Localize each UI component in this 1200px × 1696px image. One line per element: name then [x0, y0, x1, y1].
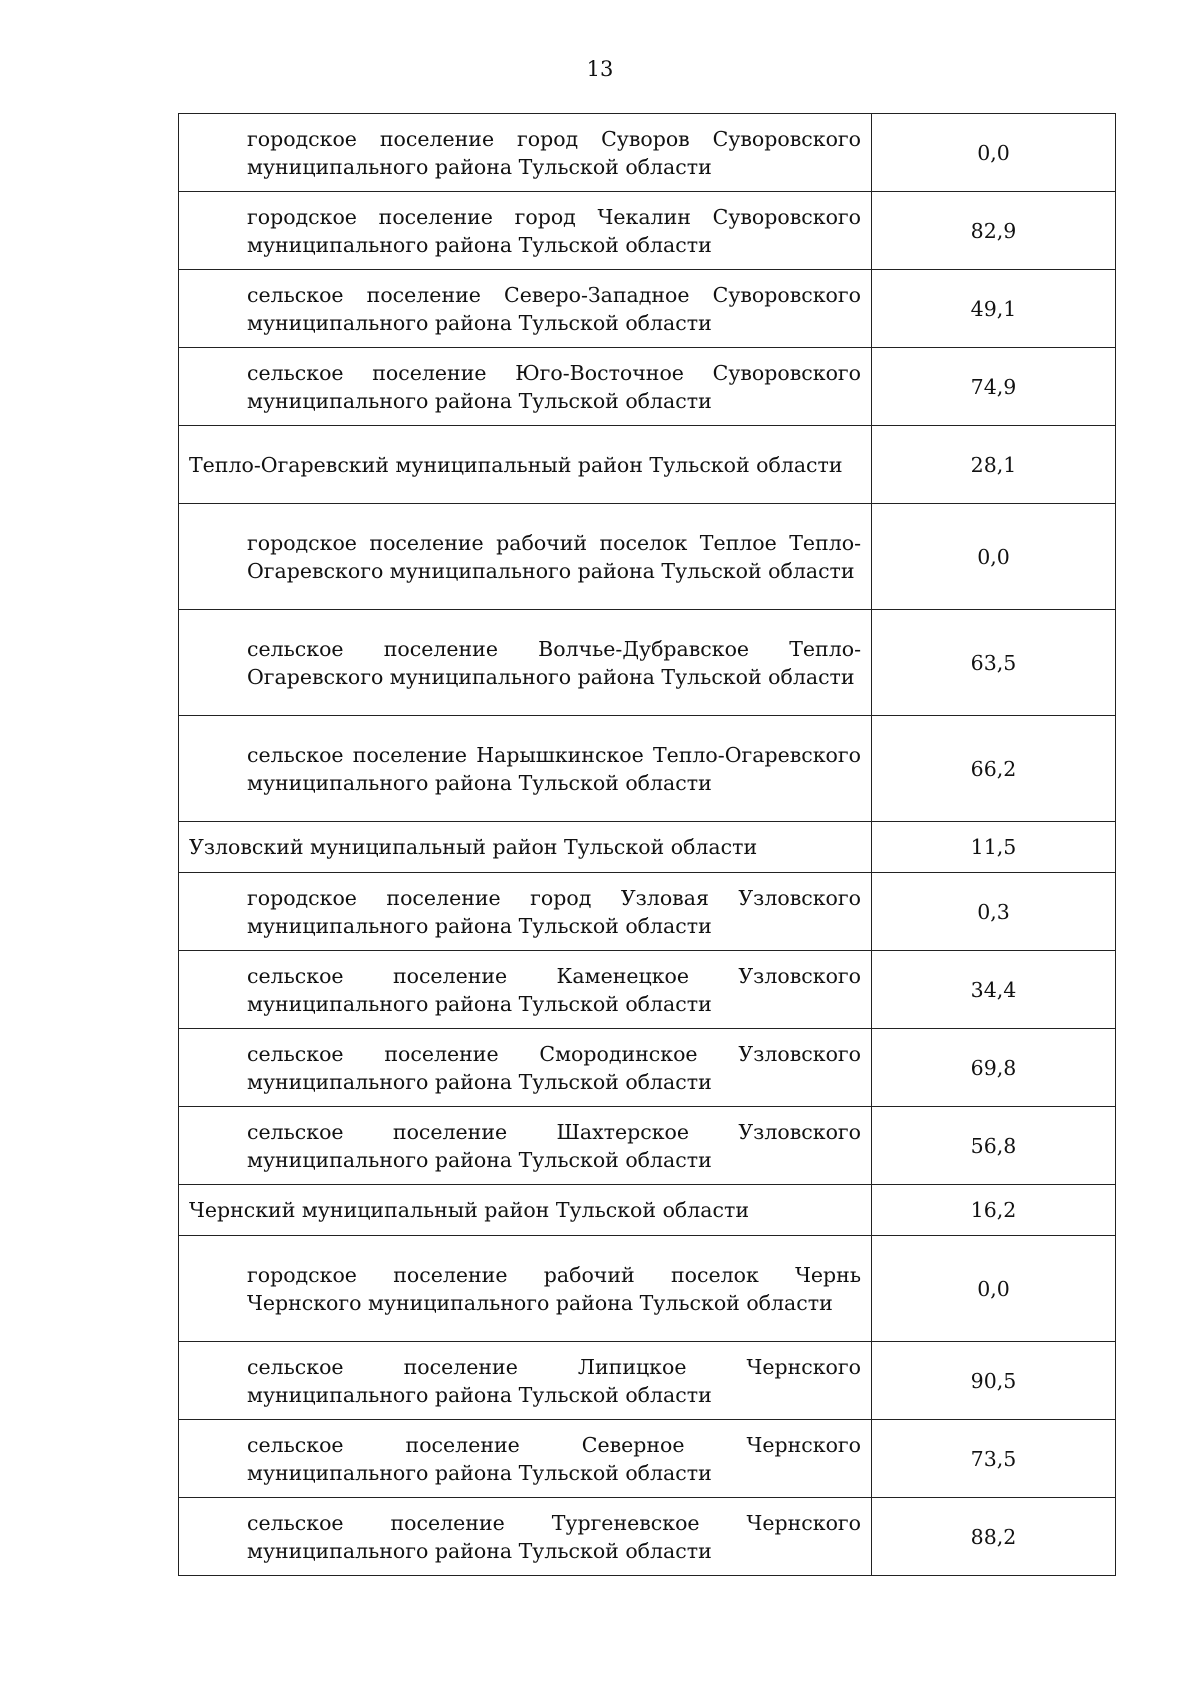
table-row — [179, 1236, 1116, 1342]
table-row — [179, 873, 1116, 951]
row-value-cell: 73,5 — [872, 1420, 1116, 1498]
table-row — [179, 1420, 1116, 1498]
row-name-cell: городское поселение город Чекалин Суворовского муниципального района Тульской области — [179, 192, 872, 270]
row-name-cell: сельское поселение Липицкое Чернского муниципального района Тульской области — [179, 1342, 872, 1420]
district-value-cell: 16,2 — [872, 1185, 1116, 1236]
row-name-cell: сельское поселение Волчье-Дубравское Тепло-Огаревского муниципального района Тульской области — [179, 610, 872, 716]
row-name-cell: сельское поселение Тургеневское Чернского муниципального района Тульской области — [179, 1498, 872, 1576]
row-value-cell: 34,4 — [872, 951, 1116, 1029]
row-value-cell: 0,3 — [872, 873, 1116, 951]
row-name-cell: сельское поселение Каменецкое Узловского муниципального района Тульской области — [179, 951, 872, 1029]
row-value-cell: 63,5 — [872, 610, 1116, 716]
table-row — [179, 1107, 1116, 1185]
row-value-cell: 0,0 — [872, 114, 1116, 192]
table-row — [179, 1029, 1116, 1107]
page-number: 13 — [586, 57, 614, 81]
table-row — [179, 1342, 1116, 1420]
data-table — [178, 113, 1116, 1576]
district-name-cell: Чернский муниципальный район Тульской области — [179, 1185, 872, 1236]
row-name-cell: городское поселение город Суворов Суворовского муниципального района Тульской области — [179, 114, 872, 192]
row-name-cell: сельское поселение Северное Чернского муниципального района Тульской области — [179, 1420, 872, 1498]
row-value-cell: 90,5 — [872, 1342, 1116, 1420]
row-name-cell: городское поселение рабочий поселок Чернь Чернского муниципального района Тульской области — [179, 1236, 872, 1342]
district-name-cell: Узловский муниципальный район Тульской области — [179, 822, 872, 873]
district-value-cell: 28,1 — [872, 426, 1116, 504]
table-row — [179, 270, 1116, 348]
row-name-cell: сельское поселение Северо-Западное Суворовского муниципального района Тульской области — [179, 270, 872, 348]
row-name-cell: сельское поселение Шахтерское Узловского муниципального района Тульской области — [179, 1107, 872, 1185]
table-row — [179, 610, 1116, 716]
table-row — [179, 504, 1116, 610]
row-value-cell: 56,8 — [872, 1107, 1116, 1185]
row-value-cell: 88,2 — [872, 1498, 1116, 1576]
row-value-cell: 0,0 — [872, 1236, 1116, 1342]
row-value-cell: 69,8 — [872, 1029, 1116, 1107]
row-name-cell: сельское поселение Юго-Восточное Суворовского муниципального района Тульской области — [179, 348, 872, 426]
table-row — [179, 951, 1116, 1029]
table-row — [179, 192, 1116, 270]
district-row — [179, 426, 1116, 504]
table-row — [179, 716, 1116, 822]
row-value-cell: 0,0 — [872, 504, 1116, 610]
row-name-cell: сельское поселение Нарышкинское Тепло-Огаревского муниципального района Тульской области — [179, 716, 872, 822]
table-row — [179, 114, 1116, 192]
table-row — [179, 348, 1116, 426]
table-row — [179, 1498, 1116, 1576]
row-value-cell: 82,9 — [872, 192, 1116, 270]
district-row — [179, 1185, 1116, 1236]
row-name-cell: городское поселение город Узловая Узловского муниципального района Тульской области — [179, 873, 872, 951]
row-name-cell: сельское поселение Смородинское Узловского муниципального района Тульской области — [179, 1029, 872, 1107]
district-name-cell: Тепло-Огаревский муниципальный район Тульской области — [179, 426, 872, 504]
district-value-cell: 11,5 — [872, 822, 1116, 873]
table-body — [179, 114, 1116, 1576]
row-value-cell: 66,2 — [872, 716, 1116, 822]
row-name-cell: городское поселение рабочий поселок Теплое Тепло-Огаревского муниципального района Тульской области — [179, 504, 872, 610]
district-row — [179, 822, 1116, 873]
row-value-cell: 74,9 — [872, 348, 1116, 426]
row-value-cell: 49,1 — [872, 270, 1116, 348]
